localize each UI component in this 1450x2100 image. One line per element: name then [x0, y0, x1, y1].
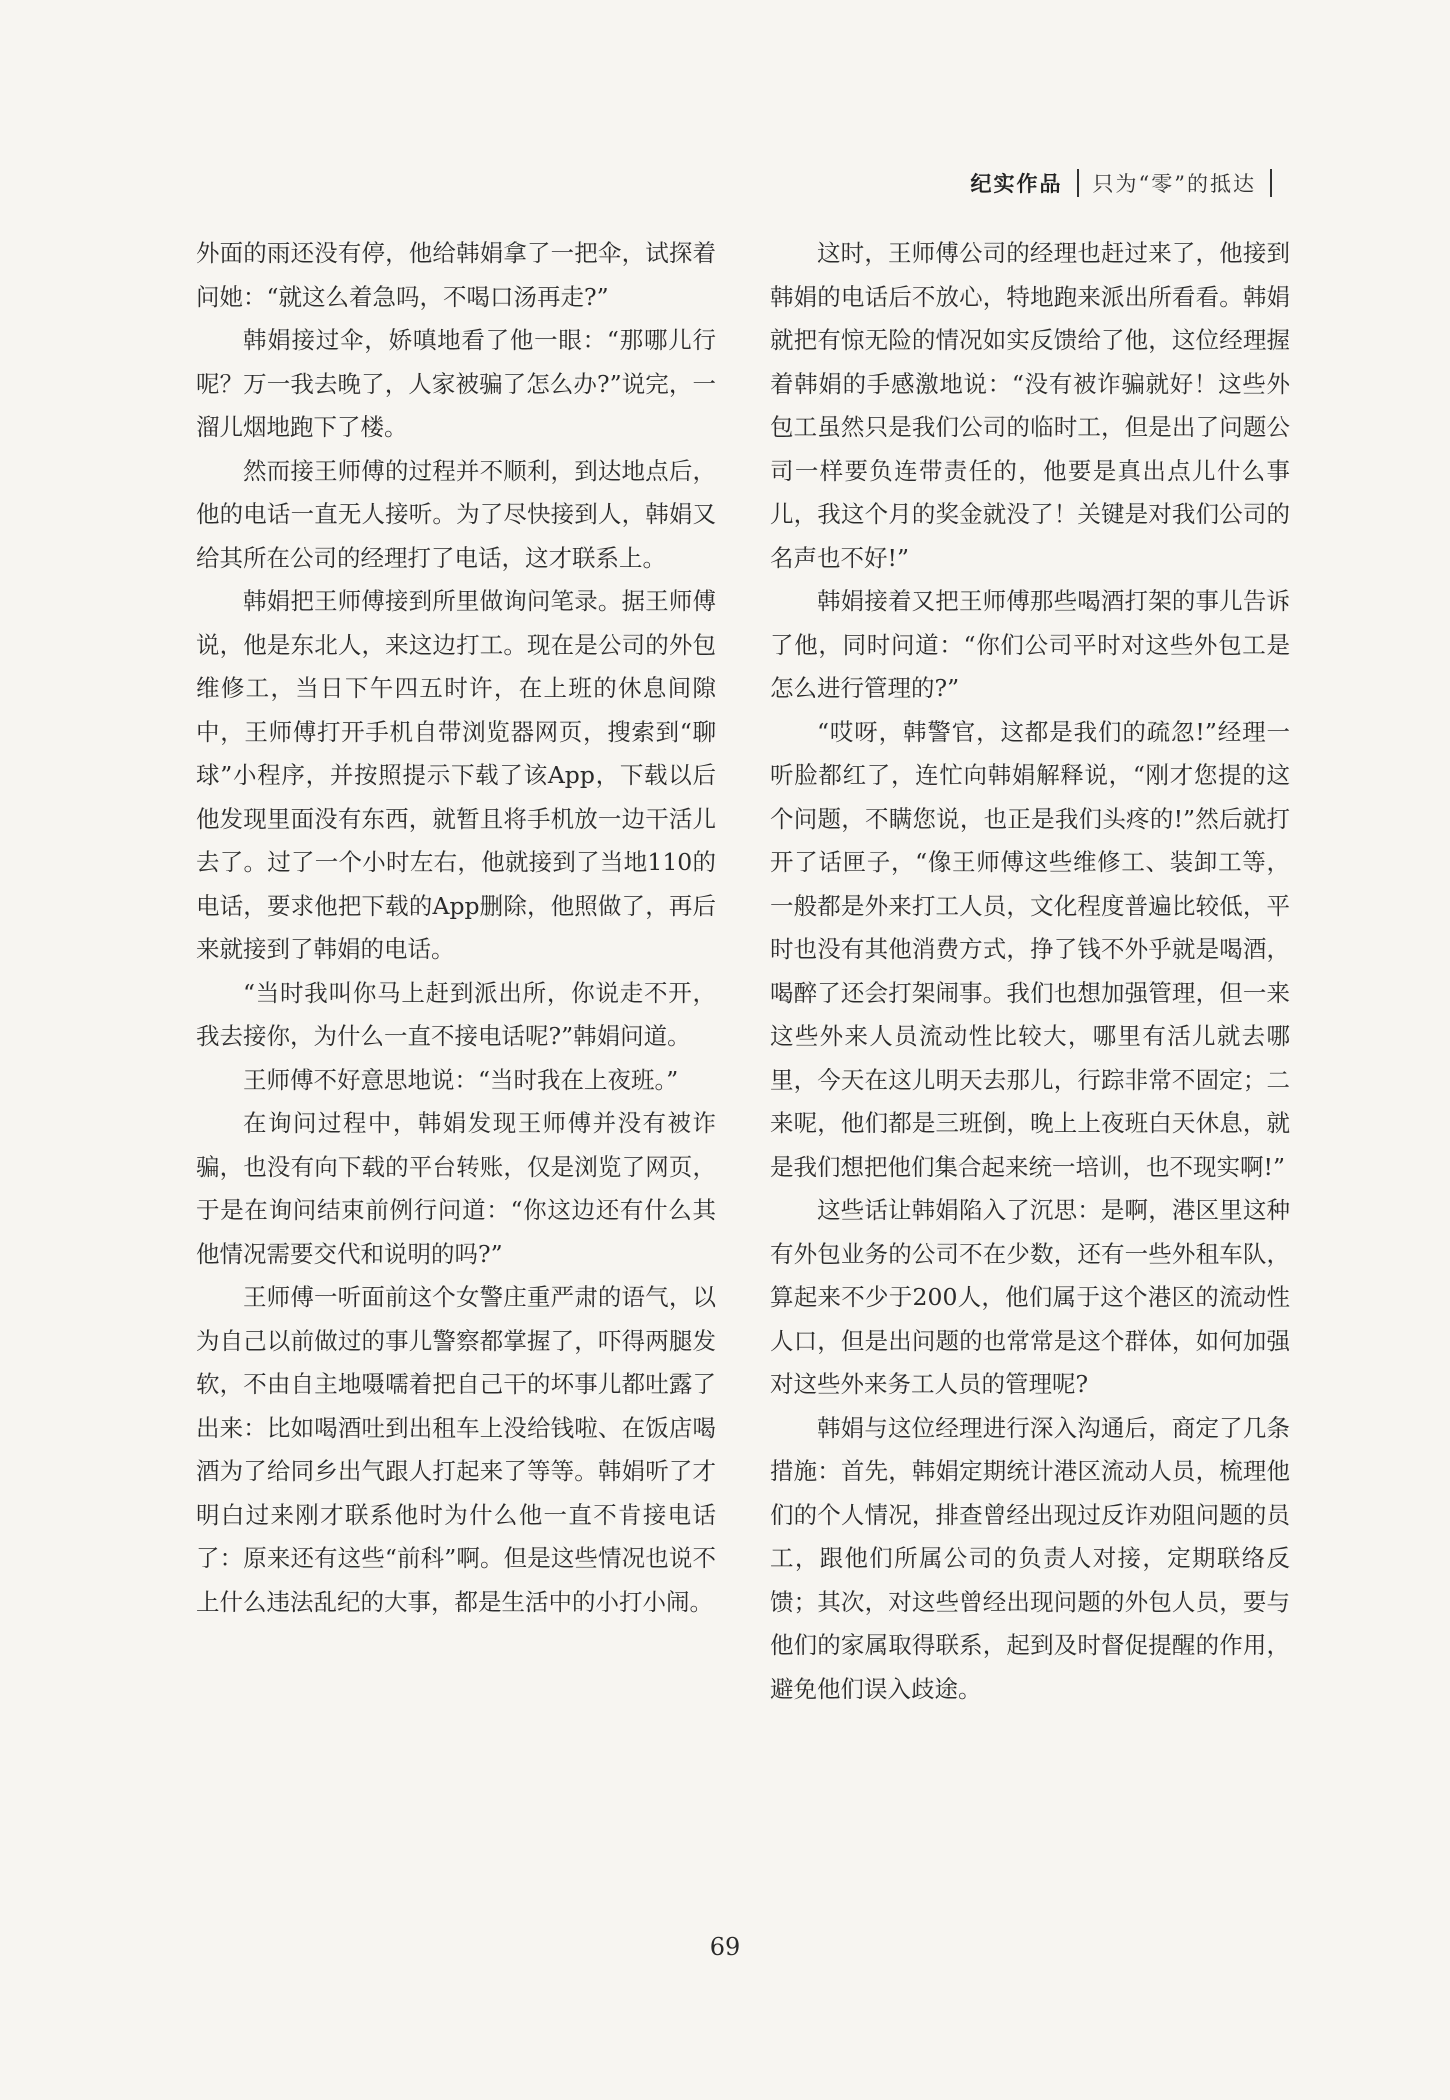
left-column [196, 232, 716, 1624]
paragraph: 这些话让韩娟陷入了沉思：是啊，港区里这种有外包业务的公司不在少数，还有一些外租车队，算起来不少于200人，他们属于这个港区的流动性人口，但是出问题的也常常是这个群体，如何加强对这些外来务工人员的管理呢? [770, 1196, 1290, 1398]
section-name: 纪实作品 [970, 172, 1063, 196]
paragraph: “当时我叫你马上赶到派出所，你说走不开，我去接你，为什么一直不接电话呢?”韩娟问道。 [196, 978, 716, 1050]
paragraph: 这时，王师傅公司的经理也赶过来了，他接到韩娟的电话后不放心，特地跑来派出所看看。韩娟就把有惊无险的情况如实反馈给了他，这位经理握着韩娟的手感激地说：“没有被诈骗就好！这些外包工虽然只是我们公司的临时工，但是出了问题公司一样要负连带责任的，他要是真出点儿什么事儿，我这个月的奖金就没了！关键是对我们公司的名声也不好!” [770, 239, 1290, 572]
running-header [971, 168, 1286, 198]
paragraph: 韩娟把王师傅接到所里做询问笔录。据王师傅说，他是东北人，来这边打工。现在是公司的外包维修工，当日下午四五时许，在上班的休息间隙中，王师傅打开手机自带浏览器网页，搜索到“聊球”小程序，并按照提示下载了该App，下载以后他发现里面没有东西，就暂且将手机放一边干活儿去了。过了一个小时左右，他就接到了当地110的电话，要求他把下载的App删除，他照做了，再后来就接到了韩娟的电话。 [196, 587, 716, 963]
paragraph: 韩娟与这位经理进行深入沟通后，商定了几条措施：首先，韩娟定期统计港区流动人员，梳理他们的个人情况，排查曾经出现过反诈劝阻问题的员工，跟他们所属公司的负责人对接，定期联络反馈；其次，对这些曾经出现问题的外包人员，要与他们的家属取得联系，起到及时督促提醒的作用，避免他们误入歧途。 [770, 1413, 1290, 1703]
paragraph: 韩娟接着又把王师傅那些喝酒打架的事儿告诉了他，同时问道：“你们公司平时对这些外包工是怎么进行管理的?” [770, 587, 1290, 702]
article-title: 只为“零”的抵达 [1092, 172, 1256, 196]
paragraph: 在询问过程中，韩娟发现王师傅并没有被诈骗，也没有向下载的平台转账，仅是浏览了网页，于是在询问结束前例行问道：“你这边还有什么其他情况需要交代和说明的吗?” [196, 1109, 716, 1268]
right-column [770, 232, 1290, 1711]
paragraph: 韩娟接过伞，娇嗔地看了他一眼：“那哪儿行呢？万一我去晚了，人家被骗了怎么办?”说完，一溜儿烟地跑下了楼。 [196, 326, 716, 441]
paragraph: “哎呀，韩警官，这都是我们的疏忽!”经理一听脸都红了，连忙向韩娟解释说，“刚才您提的这个问题，不瞒您说，也正是我们头疼的!”然后就打开了话匣子，“像王师傅这些维修工、装卸工等，一般都是外来打工人员，文化程度普遍比较低，平时也没有其他消费方式，挣了钱不外乎就是喝酒，喝醉了还会打架闹事。我们也想加强管理，但一来这些外来人员流动性比较大，哪里有活儿就去哪里，今天在这儿明天去那儿，行踪非常不固定；二来呢，他们都是三班倒，晚上上夜班白天休息，就是我们想把他们集合起来统一培训，也不现实啊!” [770, 717, 1290, 1181]
paragraph: 王师傅不好意思地说：“当时我在上夜班。” [243, 1065, 679, 1094]
paragraph: 然而接王师傅的过程并不顺利，到达地点后，他的电话一直无人接听。为了尽快接到人，韩娟又给其所在公司的经理打了电话，这才联系上。 [196, 456, 716, 572]
header-divider [1077, 169, 1079, 197]
header-divider-end [1270, 169, 1272, 197]
page-number: 69 [709, 1933, 741, 1961]
paragraph: 外面的雨还没有停，他给韩娟拿了一把伞，试探着问她：“就这么着急吗，不喝口汤再走?” [196, 239, 716, 311]
paragraph: 王师傅一听面前这个女警庄重严肃的语气，以为自己以前做过的事儿警察都掌握了，吓得两腿发软，不由自主地嗫嚅着把自己干的坏事儿都吐露了出来：比如喝酒吐到出租车上没给钱啦、在饭店喝酒为了给同乡出气跟人打起来了等等。韩娟听了才明白过来刚才联系他时为什么他一直不肯接电话了：原来还有这些“前科”啊。但是这些情况也说不上什么违法乱纪的大事，都是生活中的小打小闹。 [196, 1283, 716, 1616]
